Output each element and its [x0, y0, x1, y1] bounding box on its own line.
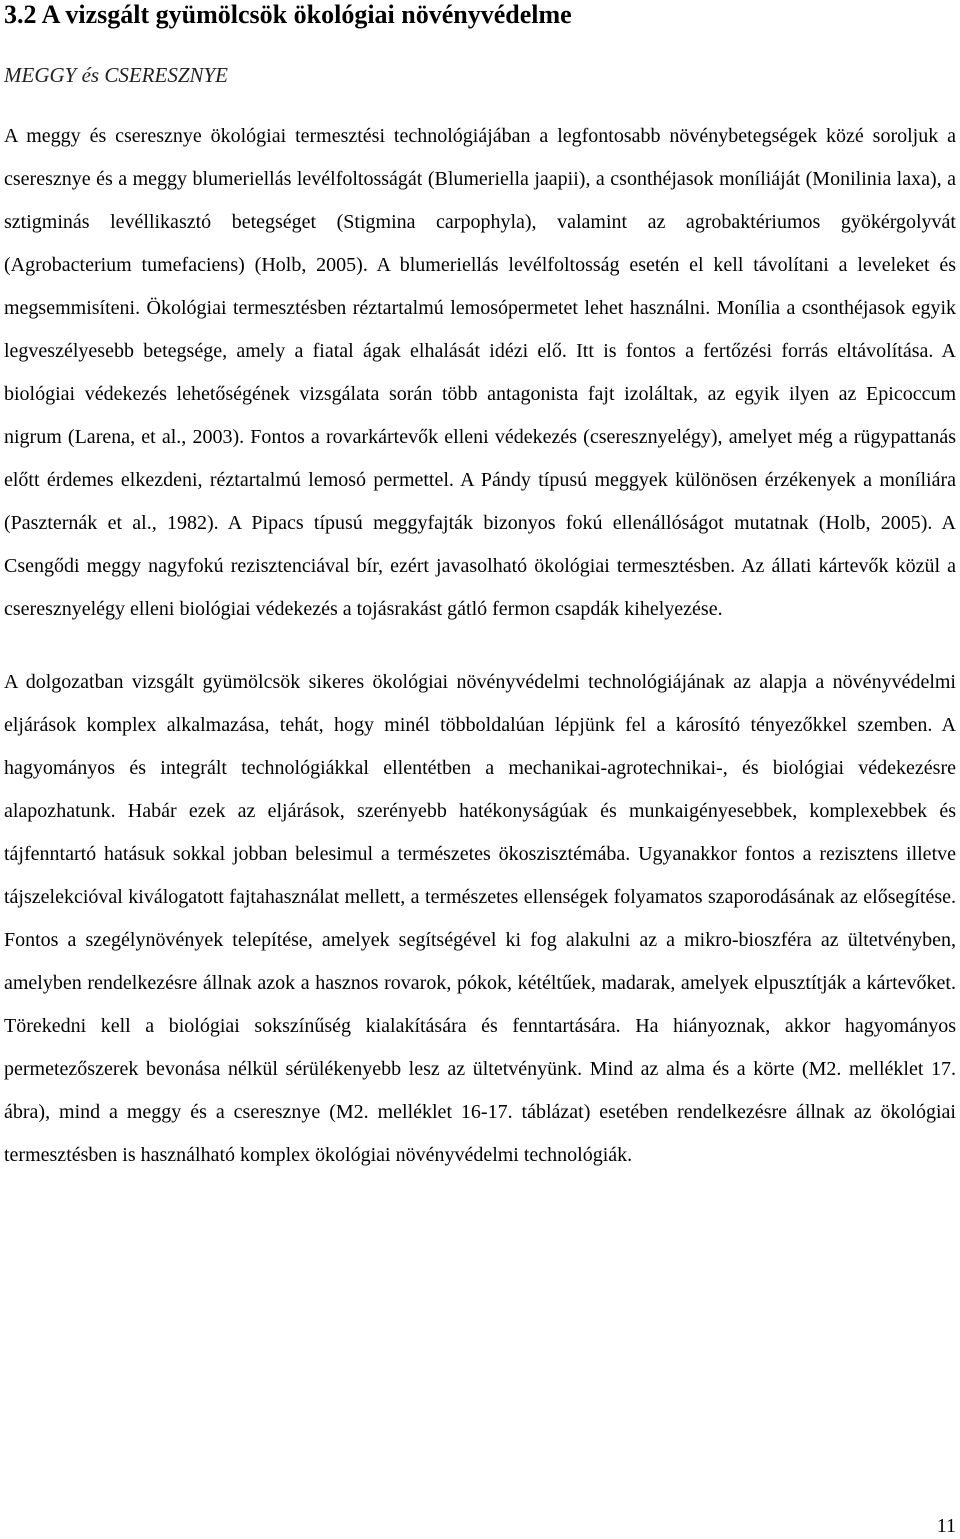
body-paragraph: A dolgozatban vizsgált gyümölcsök sikeres ökológiai növényvédelmi technológiájának az alapja a növényvédelmi eljárások komplex alkalmazása, tehát, hogy minél többoldalúan lépjünk fel a károsító tényezőkkel szemben. A hagyományos és integrált technológiákkal ellentétben a mechanikai-agrotechnikai-, és biológiai védekezésre alapozhatunk. Habár ezek az eljárások, szerényebb hatékonyságúak és munkaigényesebbek, komplexebbek és tájfenntartó hatásuk sokkal jobban belesimul a természetes ökoszisztémába. Ugyanakkor fontos a rezisztens illetve tájszelekcióval kiválogatott fajtahasználat mellett, a természetes ellenségek folyamatos szaporodásának az elősegítése. Fontos a szegélynövények telepítése, amelyek segítségével ki fog alakulni az a mikro-bioszféra az ültetvényben, amelyben rendelkezésre állnak azok a hasznos rovarok, pókok, kétéltűek, madarak, amelyek elpusztítják a kártevőket. Törekedni kell a biológiai sokszínűség kialakítására és fenntartására. Ha hiányoznak, akkor hagyományos permetezőszerek bevonása nélkül sérülékenyebb lesz az ültetvényünk. Mind az alma és a körte (M2. melléklet 17. ábra), mind a meggy és a cseresznye (M2. melléklet 16-17. táblázat) esetében rendelkezésre állnak az ökológiai termesztésben is használható komplex ökológiai növényvédelmi technológiák. — [4, 671, 956, 1166]
subsection-heading: MEGGY és CSERESZNYE — [4, 63, 229, 87]
document-page — [4, 0, 956, 1177]
page-number: 11 — [936, 1515, 956, 1537]
section-heading: 3.2 A vizsgált gyümölcsök ökológiai növényvédelme — [4, 0, 572, 29]
body-paragraph: A meggy és cseresznye ökológiai termesztési technológiájában a legfontosabb növénybetegségek közé soroljuk a cseresznye és a meggy blumeriellás levélfoltosságát (Blumeriella jaapii), a csonthéjasok moníliáját (Monilinia laxa), a sztigminás levéllikasztó betegséget (Stigmina carpophyla), valamint az agrobaktériumos gyökérgolyvát (Agrobacterium tumefaciens) (Holb, 2005). A blumeriellás levélfoltosság esetén el kell távolítani a leveleket és megsemmisíteni. Ökológiai termesztésben réztartalmú lemosópermetet lehet használni. Monília a csonthéjasok egyik legveszélyesebb betegsége, amely a fiatal ágak elhalását idézi elő. Itt is fontos a fertőzési forrás eltávolítása. A biológiai védekezés lehetőségének vizsgálata során több antagonista fajt izoláltak, az egyik ilyen az Epicoccum nigrum (Larena, et al., 2003). Fontos a rovarkártevők elleni védekezés (cseresznyelégy), amelyet még a rügypattanás előtt érdemes elkezdeni, réztartalmú lemosó permettel. A Pándy típusú meggyek különösen érzékenyek a moníliára (Paszternák et al., 1982). A Pipacs típusú meggyfajták bizonyos fokú ellenállóságot mutatnak (Holb, 2005). A Csengődi meggy nagyfokú rezisztenciával bír, ezért javasolható ökológiai termesztésben. Az állati kártevők közül a cseresznyelégy elleni biológiai védekezés a tojásrakást gátló fermon csapdák kihelyezése. — [4, 125, 956, 620]
